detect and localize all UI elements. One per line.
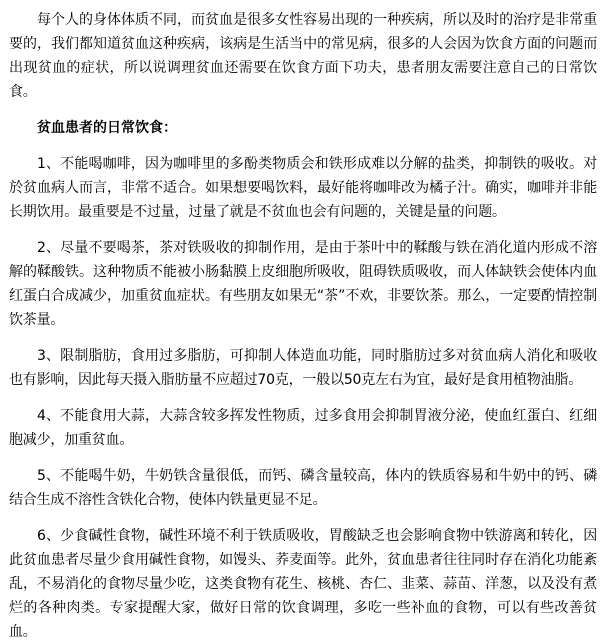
list-item-4: 4、不能食用大蒜，大蒜含较多挥发性物质，过多食用会抑制胃液分泌，使血红蛋白、红细胞减少，加重贫血。: [9, 408, 597, 448]
intro-paragraph: 每个人的身体体质不同，而贫血是很多女性容易出现的一种疾病，所以及时的治疗是非常重要的，我们都知道贫血这种疾病，该病是生活当中的常见病，很多的人会因为饮食方面的问题而出现贫血的症状，所以说调理贫血还需要在饮食方面下功夫，患者朋友需要注意自己的日常饮食。: [9, 12, 597, 100]
section-heading: 贫血患者的日常饮食：: [37, 120, 177, 136]
list-item-2: 2、尽量不要喝茶，茶对铁吸收的抑制作用，是由于茶叶中的鞣酸与铁在消化道内形成不溶解的鞣酸铁。这种物质不能被小肠黏膜上皮细胞所吸收，阻碍铁质吸收，而人体缺铁会使体内血红蛋白合成减少，加重贫血症状。有些朋友如果无“茶”不欢，非要饮茶。那么，一定要酌情控制饮茶量。: [9, 240, 597, 328]
list-item-5: 5、不能喝牛奶，牛奶铁含量很低，而钙、磷含量较高，体内的铁质容易和牛奶中的钙、磷结合生成不溶性含铁化合物，使体内铁量更显不足。: [9, 468, 597, 508]
list-item-6: 6、少食碱性食物，碱性环境不利于铁质吸收，胃酸缺乏也会影响食物中铁游离和转化，因此贫血患者尽量少食用碱性食物，如馒头、荞麦面等。此外，贫血患者往往同时存在消化功能紊乱，不易消化的食物尽量少吃，这类食物有花生、核桃、杏仁、韭菜、蒜苗、洋葱，以及没有煮烂的各种肉类。专家提醒大家，做好日常的饮食调理，多吃一些补血的食物，可以有些改善贫血。: [9, 528, 597, 640]
list-item-3: 3、限制脂肪，食用过多脂肪，可抑制人体造血功能，同时脂肪过多对贫血病人消化和吸收也有影响，因此每天摄入脂肪量不应超过70克，一般以50克左右为宜，最好是食用植物油脂。: [9, 348, 597, 388]
list-item-1: 1、不能喝咖啡，因为咖啡里的多酚类物质会和铁形成难以分解的盐类，抑制铁的吸收。对於贫血病人而言，非常不适合。如果想要喝饮料，最好能将咖啡改为橘子汁。确实，咖啡并非能长期饮用。最重要是不过量，过量了就是不贫血也会有问题的，关键是量的问题。: [9, 156, 597, 220]
